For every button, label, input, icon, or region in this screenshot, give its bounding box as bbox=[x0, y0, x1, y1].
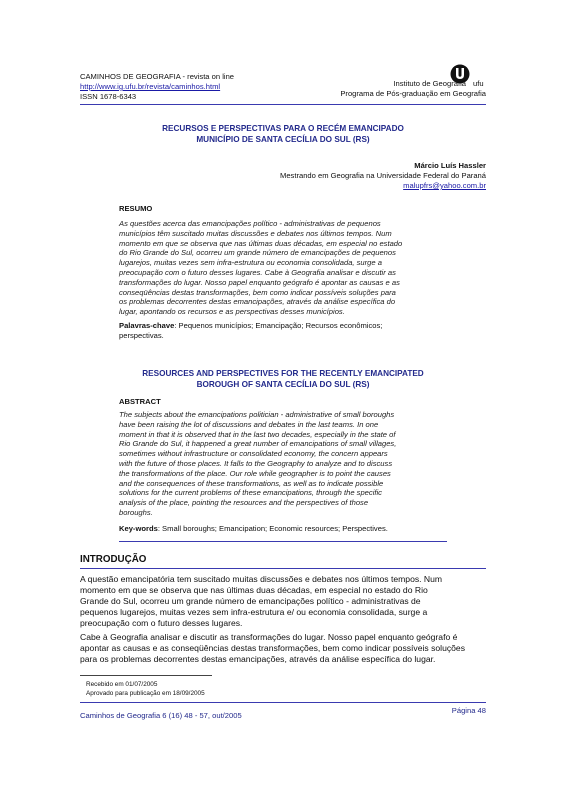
journal-name: CAMINHOS DE GEOGRAFIA - revista on line bbox=[80, 72, 235, 81]
intro-divider bbox=[80, 568, 486, 569]
author-block bbox=[280, 161, 486, 191]
abstract-divider bbox=[119, 541, 447, 542]
paper-title-en bbox=[80, 369, 486, 390]
header-divider bbox=[80, 104, 486, 105]
journal-url-link[interactable]: http://www.ig.ufu.br/revista/caminhos.html bbox=[80, 82, 221, 91]
program-name: Programa de Pós-graduação em Geografia bbox=[340, 89, 486, 98]
footer-divider bbox=[80, 702, 486, 703]
body-line: Cabe à Geografia analisar e discutir as transformações do lugar. Nosso papel enquanto geógrafo é bbox=[80, 632, 458, 642]
received-date: Recebido em 01/07/2005 bbox=[86, 681, 158, 688]
body-line: para os problemas decorrentes destas emancipações, através da análise específica do lugar. bbox=[80, 654, 436, 664]
key-words bbox=[119, 524, 447, 534]
title-pt-line1: RECURSOS E PERSPECTIVAS PARA O RECÉM EMANCIPADO bbox=[162, 124, 404, 133]
institute-name: Instituto de Geografia bbox=[393, 79, 466, 88]
approved-date: Aprovado para publicação em 18/09/2005 bbox=[86, 690, 205, 697]
keywords-values-cont: perspectivas. bbox=[119, 330, 164, 340]
author-email-link[interactable]: malupfrs@yahoo.com.br bbox=[403, 181, 486, 190]
abstract-line: The subjects about the emancipations politician - administrative of small boroughs bbox=[119, 410, 395, 419]
resumo-heading: RESUMO bbox=[119, 204, 153, 213]
resumo-line: As questões acerca das emancipações político - administrativas de pequenos bbox=[119, 219, 381, 228]
abstract-line: boroughs. bbox=[119, 507, 153, 517]
abstract-line: Rio Grande do Sul, it happened a great number of emancipations of small villages, bbox=[119, 439, 397, 449]
body-line: Grande do Sul, ocorreu um grande número de emancipações político - administrativas de bbox=[80, 596, 421, 606]
keywords-values: : Pequenos municípios; Emancipação; Recursos econômicos; bbox=[174, 321, 383, 330]
body-line: pequenos lugarejos, muitas vezes sem infra-estrutura e/ ou economia consolidada, surge a bbox=[80, 607, 428, 617]
abstract-line: moment in that it is observed that in the last two decades, especially in the state of bbox=[119, 429, 396, 439]
body-line: apontar as causas e as conseqüências destas transformações, bem como indicar possíveis soluções bbox=[80, 643, 466, 653]
abstract-line: have been raising the lot of discussions and debates in the last teams. In one bbox=[119, 419, 379, 429]
resumo-line: momento em que se observa que nas últimas duas décadas, em especial no estado bbox=[119, 238, 403, 248]
journal-header bbox=[80, 72, 234, 102]
title-en-line1: RESOURCES AND PERSPECTIVES FOR THE RECENTLY EMANCIPATED bbox=[142, 369, 424, 378]
issn: ISSN 1678-6343 bbox=[80, 92, 137, 101]
abstract-line: the transformations of the place. Our role while geographer is to point the causes bbox=[119, 468, 391, 478]
intro-paragraph-2 bbox=[80, 632, 486, 665]
palavras-chave bbox=[119, 321, 447, 341]
abstract-line: and the consequences of these transformations, as well as to indicate possible bbox=[119, 478, 384, 488]
keywords-label: Palavras-chave bbox=[119, 321, 175, 330]
author-affiliation: Mestrando em Geografia na Universidade Federal do Paraná bbox=[280, 171, 486, 180]
abstract-heading: ABSTRACT bbox=[119, 397, 161, 406]
resumo-line: os problemas decorrentes destas emancipações, através da análise específica do bbox=[119, 297, 396, 307]
resumo-line: municípios têm suscitado muitas discussões e debates nos últimos tempos. Num bbox=[119, 228, 392, 238]
paper-title-pt bbox=[80, 124, 486, 145]
intro-paragraph-1 bbox=[80, 574, 486, 629]
footnote-dates bbox=[86, 680, 205, 698]
body-line: A questão emancipatória tem suscitado muitas discussões e debates nos últimos tempos. Num bbox=[80, 574, 443, 584]
author-name: Márcio Luís Hassler bbox=[414, 161, 486, 170]
key-words-values: : Small boroughs; Emancipation; Economic resources; Perspectives. bbox=[157, 524, 388, 533]
institute-header bbox=[340, 79, 486, 99]
resumo-line: do Rio Grande do Sul, ocorreu um grande número de emancipações de pequenos bbox=[119, 248, 396, 258]
abstract-line: with the future of those places. It falls to the Geography to analyze and to discuss bbox=[119, 458, 393, 468]
resumo-line: conseqüências destas transformações, bem como indicar possíveis soluções para bbox=[119, 287, 396, 297]
title-en-line2: BOROUGH OF SANTA CECÍLIA DO SUL (RS) bbox=[196, 379, 370, 389]
resumo-line: lugarejos, muitas vezes sem infra-estrutura ou economia consolidada, surge a bbox=[119, 258, 382, 268]
resumo-line: transformações do lugar. Nosso papel enquanto geógrafo é apontar as causas e as bbox=[119, 277, 400, 287]
abstract-line: analysis of the place, pointing the resources and the perspectives of those bbox=[119, 498, 369, 508]
key-words-label: Key-words bbox=[119, 524, 158, 533]
abstract-line: sometimes without infrastructure or consolidated economy, the concern appears bbox=[119, 449, 388, 459]
page-number: Página 48 bbox=[451, 706, 486, 715]
resumo-line: lugar, apontando os recursos e as perspectivas desses municípios. bbox=[119, 307, 345, 317]
logo-text: ufu bbox=[473, 79, 484, 88]
resumo-line: preocupação com o futuro desses lugares. Cabe à Geografia analisar e discutir as bbox=[119, 267, 396, 277]
body-line: preocupação com o futuro desses lugares. bbox=[80, 618, 243, 628]
abstract-line: solutions for the current problems of these emancipations, through the specific bbox=[119, 488, 382, 498]
footnote-divider bbox=[80, 675, 212, 676]
footer-citation: Caminhos de Geografia 6 (16) 48 - 57, out/2005 bbox=[80, 711, 242, 720]
resumo-text bbox=[119, 219, 447, 317]
title-pt-line2: MUNICÍPIO DE SANTA CECÍLIA DO SUL (RS) bbox=[196, 134, 370, 144]
body-line: momento em que se observa que nas últimas duas décadas, em especial no estado do Rio bbox=[80, 585, 428, 595]
abstract-text bbox=[119, 410, 447, 518]
intro-heading: INTRODUÇÃO bbox=[80, 554, 147, 565]
